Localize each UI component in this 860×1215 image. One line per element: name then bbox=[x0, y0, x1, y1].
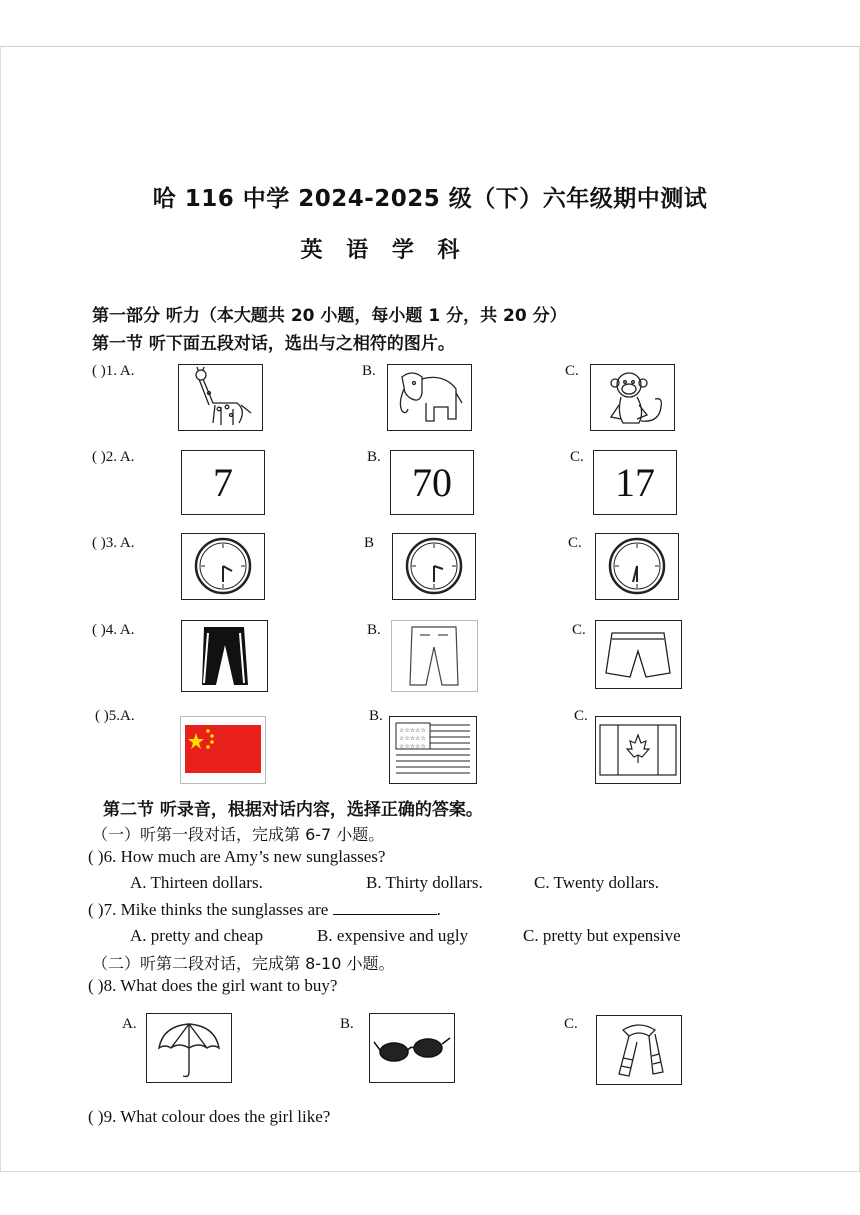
part1-heading: 第一部分 听力（本大题共 20 小题，每小题 1 分，共 20 分） bbox=[92, 306, 567, 326]
q7-option-a: A. pretty and cheap bbox=[130, 926, 264, 945]
giraffe-icon bbox=[178, 364, 263, 431]
svg-text:☆☆☆☆☆: ☆☆☆☆☆ bbox=[399, 735, 426, 742]
q7-option-b: B. expensive and ugly bbox=[317, 926, 469, 945]
question-2-number: ( )2. A. bbox=[92, 449, 135, 465]
section2-heading: 第二节 听录音，根据对话内容，选择正确的答案。 bbox=[103, 800, 483, 820]
question-1-number: ( )1. A. bbox=[92, 363, 135, 379]
dialog2-instruction: （二）听第二段对话，完成第 8-10 小题。 bbox=[92, 954, 395, 973]
q1-option-c-label: C. bbox=[565, 363, 579, 379]
q5-option-b-label: B. bbox=[369, 708, 383, 724]
trousers-icon bbox=[181, 620, 268, 692]
q7-option-c: C. pretty but expensive bbox=[523, 926, 681, 945]
exam-sheet bbox=[0, 46, 860, 1172]
monkey-icon bbox=[590, 364, 675, 431]
question-8: ( )8. What does the girl want to buy? bbox=[88, 976, 338, 995]
canada-flag-icon bbox=[595, 716, 681, 784]
question-7-text: ( )7. Mike thinks the sunglasses are bbox=[88, 900, 329, 919]
question-9: ( )9. What colour does the girl like? bbox=[88, 1107, 331, 1126]
question-5-number: ( )5.A. bbox=[95, 708, 135, 724]
q1-option-b-label: B. bbox=[362, 363, 376, 379]
clock-icon bbox=[595, 533, 679, 600]
q8-option-a-label: A. bbox=[122, 1016, 137, 1032]
q2-option-b-label: B. bbox=[367, 449, 381, 465]
exam-subject: 英 语 学 科 bbox=[300, 238, 468, 263]
clock-icon bbox=[181, 533, 265, 600]
scarf-icon bbox=[596, 1015, 682, 1085]
q8-option-b-label: B. bbox=[340, 1016, 354, 1032]
q4-option-c-label: C. bbox=[572, 622, 586, 638]
china-flag-icon bbox=[180, 716, 266, 784]
question-7-end: . bbox=[436, 900, 441, 919]
svg-text:☆☆☆☆☆: ☆☆☆☆☆ bbox=[399, 727, 426, 734]
umbrella-icon bbox=[146, 1013, 232, 1083]
section1-heading: 第一节 听下面五段对话，选出与之相符的图片。 bbox=[92, 334, 455, 354]
q6-option-a: A. Thirteen dollars. bbox=[130, 873, 263, 892]
question-6: ( )6. How much are Amy’s new sunglasses? bbox=[88, 847, 386, 866]
number-seven-option: 7 bbox=[181, 450, 265, 515]
question-4-number: ( )4. A. bbox=[92, 622, 135, 638]
number-seventy-option: 70 bbox=[390, 450, 474, 515]
usa-flag-icon bbox=[389, 716, 477, 784]
question-7 bbox=[88, 900, 441, 920]
q4-option-b-label: B. bbox=[367, 622, 381, 638]
question-3-number: ( )3. A. bbox=[92, 535, 135, 551]
exam-title: 哈 116 中学 2024-2025 级（下）六年级期中测试 bbox=[152, 186, 708, 212]
q6-option-b: B. Thirty dollars. bbox=[366, 873, 483, 892]
q2-option-c-label: C. bbox=[570, 449, 584, 465]
number-seventeen-option: 17 bbox=[593, 450, 677, 515]
q5-option-c-label: C. bbox=[574, 708, 588, 724]
q8-option-c-label: C. bbox=[564, 1016, 578, 1032]
q6-option-c: C. Twenty dollars. bbox=[534, 873, 660, 892]
shorts-icon bbox=[595, 620, 682, 689]
jeans-icon bbox=[391, 620, 478, 692]
sunglasses-icon bbox=[369, 1013, 455, 1083]
q3-option-c-label: C. bbox=[568, 535, 582, 551]
elephant-icon bbox=[387, 364, 472, 431]
dialog1-instruction: （一）听第一段对话，完成第 6-7 小题。 bbox=[92, 825, 385, 844]
answer-blank[interactable] bbox=[333, 900, 437, 915]
q3-option-b-label: B bbox=[364, 535, 375, 551]
svg-text:☆☆☆☆☆: ☆☆☆☆☆ bbox=[399, 743, 426, 750]
clock-icon bbox=[392, 533, 476, 600]
